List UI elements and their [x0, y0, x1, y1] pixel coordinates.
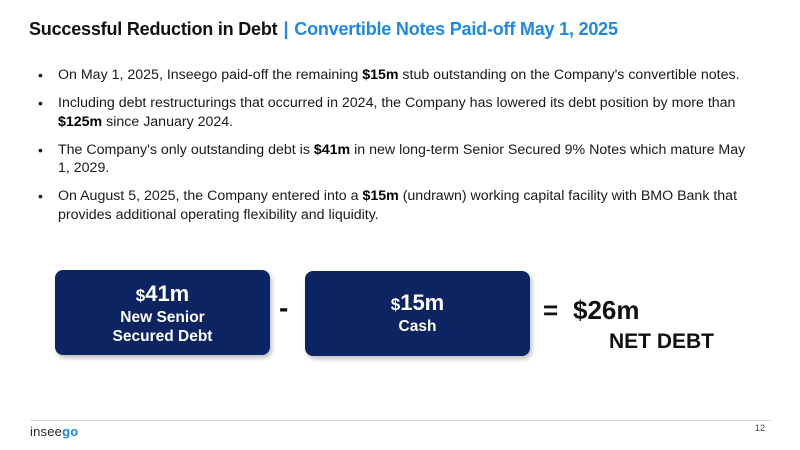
- bullet-text: The Company's only outstanding debt is: [58, 141, 314, 158]
- title-separator: |: [283, 19, 289, 39]
- bullet-text: On August 5, 2025, the Company entered into a: [58, 188, 363, 204]
- inseego-logo: [30, 424, 78, 439]
- senior-debt-box: [55, 270, 270, 355]
- bullet-highlight: $15m: [362, 188, 399, 204]
- cash-label: Cash: [398, 318, 437, 335]
- dollar-sign: $: [390, 295, 401, 314]
- bullet-item: [38, 141, 758, 178]
- footer-divider: [30, 420, 772, 421]
- slide-title: [29, 19, 618, 40]
- bullet-item: [38, 94, 758, 131]
- bullet-highlight: $125m: [58, 113, 103, 130]
- bullet-highlight: $41m: [313, 141, 351, 158]
- net-debt-value: $26m: [573, 295, 640, 325]
- bullet-item: [38, 187, 758, 224]
- bullet-item: [38, 66, 758, 85]
- equals-operator: =: [543, 295, 559, 325]
- amount-value: 41m: [145, 281, 190, 306]
- bullet-text: since January 2024.: [102, 113, 234, 130]
- cash-box: [305, 271, 530, 356]
- bullet-dot-icon: •: [38, 95, 43, 111]
- cash-amount: [305, 291, 530, 317]
- bullet-list: [38, 66, 758, 234]
- senior-debt-amount: [55, 282, 270, 308]
- net-debt-label: NET DEBT: [609, 330, 714, 353]
- bullet-text: (undrawn) working capital facility with BMO Bank that provides additional operating flexibility and liquidity.: [58, 188, 738, 223]
- logo-text: insee: [30, 424, 63, 439]
- title-subtitle: Convertible Notes Paid-off May 1, 2025: [294, 19, 618, 39]
- logo-accent-text: go: [62, 424, 79, 439]
- amount-value: 15m: [400, 290, 445, 315]
- title-main: Successful Reduction in Debt: [29, 19, 278, 39]
- senior-debt-label-line1: New Senior: [120, 309, 205, 326]
- dollar-sign: $: [135, 286, 146, 305]
- bullet-highlight: $15m: [362, 67, 399, 83]
- bullet-dot-icon: •: [38, 188, 43, 204]
- minus-operator: -: [279, 292, 289, 323]
- page-number: 12: [755, 423, 766, 433]
- bullet-text: stub outstanding on the Company's convertible notes.: [398, 67, 740, 83]
- senior-debt-label-line2: Secured Debt: [112, 328, 213, 345]
- bullet-dot-icon: •: [38, 141, 43, 158]
- bullet-text: Including debt restructurings that occurred in 2024, the Company has lowered its debt position by more than: [58, 95, 736, 111]
- bullet-dot-icon: •: [38, 67, 43, 83]
- bullet-text: On May 1, 2025, Inseego paid-off the remaining: [58, 67, 363, 83]
- bullet-text: in new long-term Senior Secured 9% Notes which mature May 1, 2029.: [58, 141, 746, 176]
